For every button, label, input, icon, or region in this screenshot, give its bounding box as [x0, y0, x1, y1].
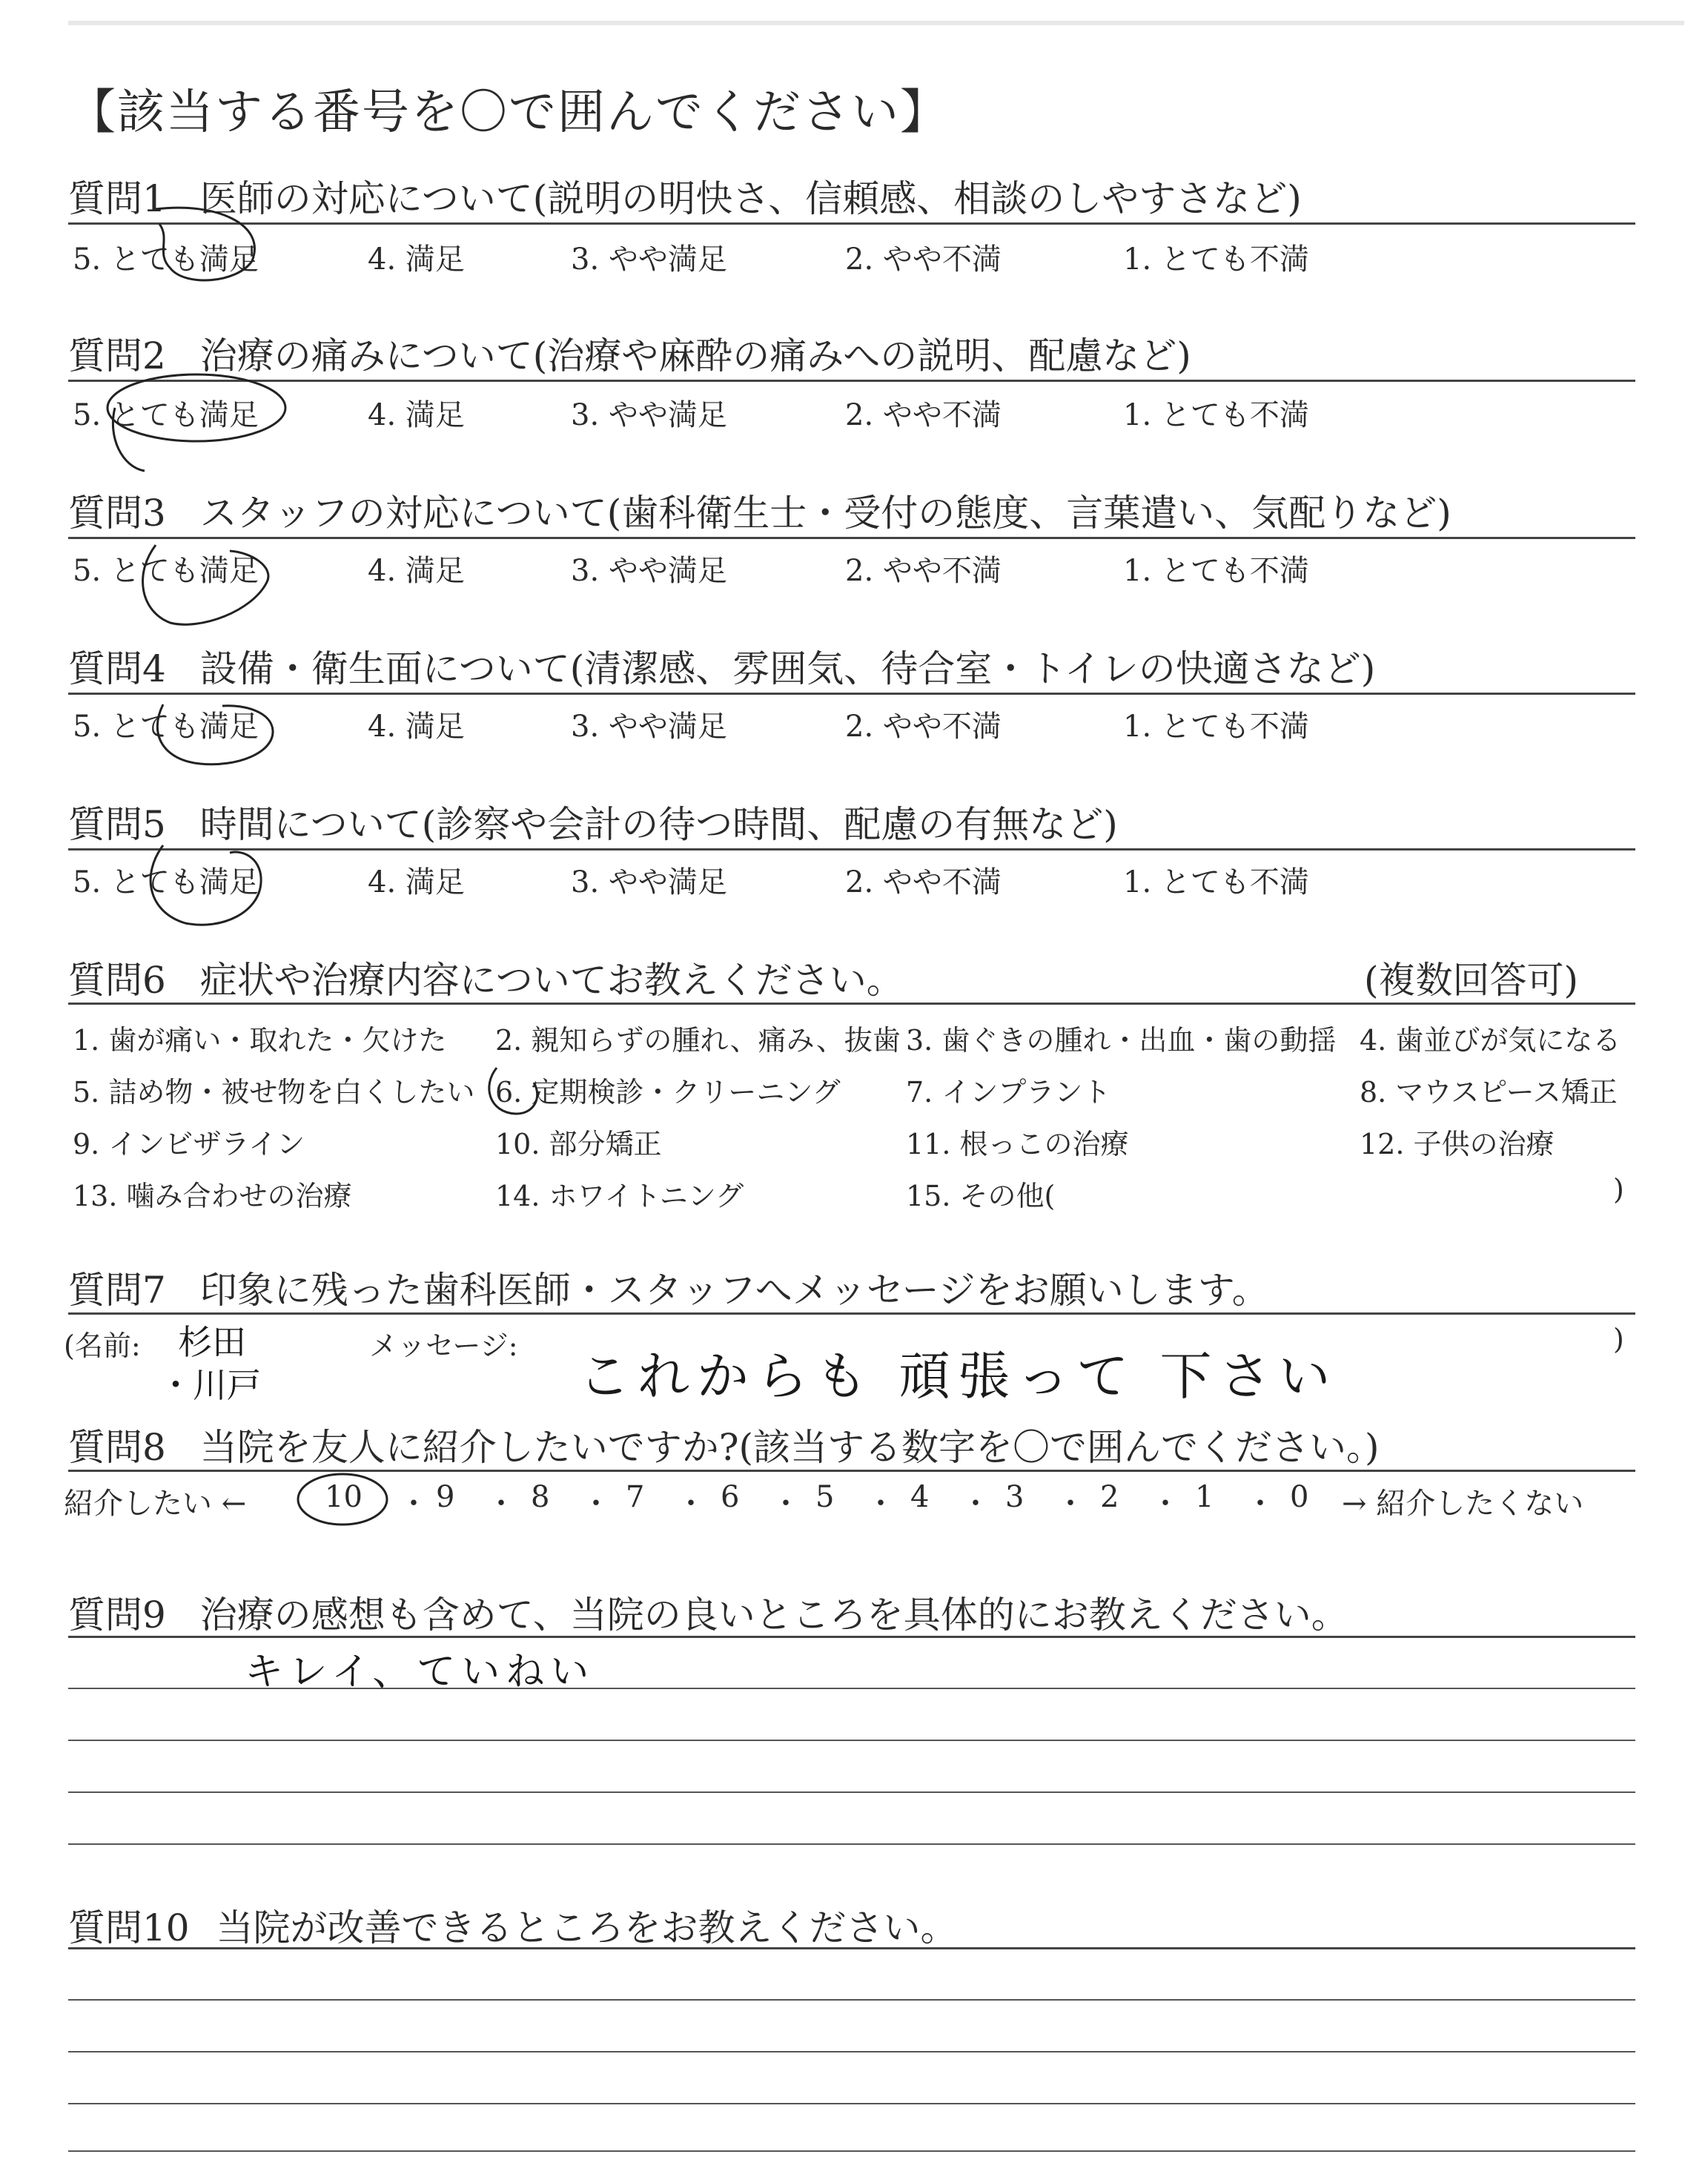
answer-line [68, 1791, 1635, 1793]
divider [68, 222, 1635, 225]
symptom-option[interactable]: 1. 歯が痛い・取れた・欠けた [73, 1024, 447, 1057]
question-label: 質問4 [68, 647, 166, 690]
rating-option-1[interactable]: 1. とても不満 [1123, 710, 1309, 744]
rating-option-2[interactable]: 2. やや不満 [845, 398, 1002, 432]
answer-line [68, 2051, 1635, 2052]
question-text: 医師の対応について(説明の明快さ、信頼感、相談のしやすさなど) [199, 177, 1302, 220]
scale-dot: ・ [961, 1487, 990, 1521]
scale-dot: ・ [676, 1487, 706, 1521]
question-4 [68, 639, 1375, 693]
circle-mark-q6 [482, 1053, 549, 1120]
symptom-option[interactable]: 14. ホワイトニング [495, 1180, 744, 1212]
rating-option-5[interactable]: 5. とても満足 [73, 554, 259, 588]
answer-line [68, 1843, 1635, 1845]
handwritten-message: これからも 頑張って 下さい [578, 1346, 1338, 1407]
answer-line [68, 2103, 1635, 2104]
scale-dot: ・ [1056, 1487, 1085, 1521]
question-text: スタッフの対応について(歯科衛生士・受付の態度、言葉遣い、気配りなど) [199, 492, 1452, 535]
rating-option-4[interactable]: 4. 満足 [368, 865, 465, 899]
rating-option-2[interactable]: 2. やや不満 [845, 554, 1002, 588]
rating-option-1[interactable]: 1. とても不満 [1123, 242, 1309, 277]
question-label: 質問2 [68, 334, 166, 377]
question-text: 治療の痛みについて(治療や麻酔の痛みへの説明、配慮など) [199, 334, 1191, 377]
scale-6[interactable]: 6 [721, 1480, 740, 1514]
symptom-option[interactable]: 3. 歯ぐきの腫れ・出血・歯の動揺 [906, 1024, 1337, 1057]
message-close-paren: ) [1613, 1323, 1624, 1355]
circle-mark-q8 [291, 1468, 394, 1535]
answer-line [68, 1740, 1635, 1741]
symptom-option[interactable]: 5. 詰め物・被せ物を白くしたい [73, 1076, 475, 1109]
question-text: 症状や治療内容についてお教えください。 [199, 959, 904, 1002]
multiple-answer-note: (複数回答可) [1364, 959, 1579, 1002]
question-label: 質問8 [68, 1426, 166, 1469]
rating-option-3[interactable]: 3. やや満足 [571, 398, 727, 432]
scale-dot: ・ [399, 1487, 428, 1521]
symptom-option[interactable]: 10. 部分矯正 [495, 1128, 662, 1160]
scale-dot: ・ [581, 1487, 611, 1521]
scale-dot: ・ [866, 1487, 896, 1521]
question-text: 設備・衛生面について(清潔感、雰囲気、待合室・トイレの快適さなど) [199, 647, 1376, 690]
scale-dot: ・ [486, 1487, 516, 1521]
question-text: 当院が改善できるところをお教えください。 [216, 1906, 958, 1949]
handwritten-name-1: 杉田 [178, 1322, 246, 1362]
rating-option-4[interactable]: 4. 満足 [368, 554, 465, 588]
rating-option-3[interactable]: 3. やや満足 [571, 554, 727, 588]
symptom-option[interactable]: 13. 噛み合わせの治療 [73, 1180, 352, 1212]
rating-option-5[interactable]: 5. とても満足 [73, 398, 259, 432]
symptom-option[interactable]: 8. マウスピース矯正 [1360, 1076, 1618, 1109]
symptom-option[interactable]: 11. 根っこの治療 [906, 1128, 1129, 1160]
rating-option-5[interactable]: 5. とても満足 [73, 242, 259, 277]
question-label: 質問9 [68, 1593, 166, 1636]
question-label: 質問1 [68, 177, 166, 220]
symptom-option[interactable]: 7. インプラント [906, 1076, 1111, 1109]
scale-5[interactable]: 5 [815, 1480, 835, 1514]
rating-option-5[interactable]: 5. とても満足 [73, 710, 259, 744]
recommend-right-label: → 紹介したくない [1342, 1487, 1584, 1521]
symptom-option[interactable]: 4. 歯並びが気になる [1360, 1024, 1621, 1057]
question-10 [68, 1898, 958, 1952]
recommend-left-label: 紹介したい ← [64, 1487, 247, 1521]
divider [68, 1636, 1635, 1638]
question-3 [68, 483, 1452, 537]
page-heading: 【該当する番号を〇で囲んでください】 [68, 85, 949, 140]
scale-0[interactable]: 0 [1290, 1480, 1309, 1514]
circle-mark-q5 [133, 830, 282, 942]
rating-option-3[interactable]: 3. やや満足 [571, 865, 727, 899]
circle-mark-q1 [126, 194, 274, 291]
scale-8[interactable]: 8 [531, 1480, 550, 1514]
question-label: 質問5 [68, 803, 166, 846]
symptom-option[interactable]: 2. 親知らずの腫れ、痛み、抜歯 [495, 1024, 901, 1057]
rating-option-2[interactable]: 2. やや不満 [845, 710, 1002, 744]
question-label: 質問7 [68, 1269, 166, 1312]
answer-line [68, 1688, 1635, 1689]
message-label: メッセージ: [369, 1330, 518, 1362]
question-label: 質問10 [68, 1906, 190, 1949]
question-text: 治療の感想も含めて、当院の良いところを具体的にお教えください。 [199, 1593, 1348, 1636]
scale-1[interactable]: 1 [1195, 1480, 1214, 1514]
circle-mark-q2 [100, 363, 300, 482]
question-label: 質問3 [68, 492, 166, 535]
symptom-option[interactable]: 15. その他( [906, 1180, 1056, 1212]
scale-dot: ・ [1245, 1487, 1275, 1521]
other-close-paren: ) [1613, 1173, 1624, 1206]
handwritten-q9-answer: キレイ、ていねい [245, 1650, 595, 1694]
rating-option-5[interactable]: 5. とても満足 [73, 865, 259, 899]
answer-line [68, 2150, 1635, 2152]
rating-option-1[interactable]: 1. とても不満 [1123, 398, 1309, 432]
question-6 [68, 951, 904, 1004]
rating-option-2[interactable]: 2. やや不満 [845, 242, 1002, 277]
name-label: (名前: [64, 1330, 141, 1362]
scale-7[interactable]: 7 [626, 1480, 645, 1514]
symptom-option[interactable]: 12. 子供の治療 [1360, 1128, 1555, 1160]
circle-mark-q3 [119, 530, 289, 641]
rating-option-1[interactable]: 1. とても不満 [1123, 865, 1309, 899]
symptom-option[interactable]: 9. インビザライン [73, 1128, 305, 1160]
divider [68, 537, 1635, 539]
scale-3[interactable]: 3 [1005, 1480, 1025, 1514]
scale-2[interactable]: 2 [1100, 1480, 1119, 1514]
divider [68, 1003, 1635, 1005]
divider [68, 1312, 1635, 1315]
divider [68, 693, 1635, 695]
question-7 [68, 1261, 1269, 1314]
rating-option-3[interactable]: 3. やや満足 [571, 710, 727, 744]
answer-line [68, 1999, 1635, 2001]
rating-option-1[interactable]: 1. とても不満 [1123, 554, 1309, 588]
divider [68, 848, 1635, 851]
question-9 [68, 1585, 1348, 1639]
question-text: 時間について(診察や会計の待つ時間、配慮の有無など) [199, 803, 1118, 846]
divider [68, 1947, 1635, 1949]
divider [68, 380, 1635, 382]
symptom-option[interactable]: 6. 定期検診・クリーニング [495, 1076, 841, 1109]
scale-dot: ・ [771, 1487, 801, 1521]
rating-option-3[interactable]: 3. やや満足 [571, 242, 727, 277]
rating-option-2[interactable]: 2. やや不満 [845, 865, 1002, 899]
question-text: 印象に残った歯科医師・スタッフへメッセージをお願いします。 [199, 1269, 1269, 1312]
rating-option-4[interactable]: 4. 満足 [368, 398, 465, 432]
scale-10[interactable]: 10 [325, 1480, 363, 1514]
question-label: 質問6 [68, 959, 166, 1002]
scale-4[interactable]: 4 [910, 1480, 930, 1514]
circle-mark-q4 [141, 690, 289, 779]
question-text: 当院を友人に紹介したいですか?(該当する数字を〇で囲んでください。) [199, 1426, 1380, 1469]
scale-dot: ・ [1151, 1487, 1180, 1521]
scan-edge [68, 21, 1684, 25]
rating-option-4[interactable]: 4. 満足 [368, 242, 465, 277]
rating-option-4[interactable]: 4. 満足 [368, 710, 465, 744]
scale-9[interactable]: 9 [436, 1480, 455, 1514]
handwritten-name-2: ・川戸 [159, 1365, 261, 1405]
question-8 [68, 1418, 1380, 1471]
